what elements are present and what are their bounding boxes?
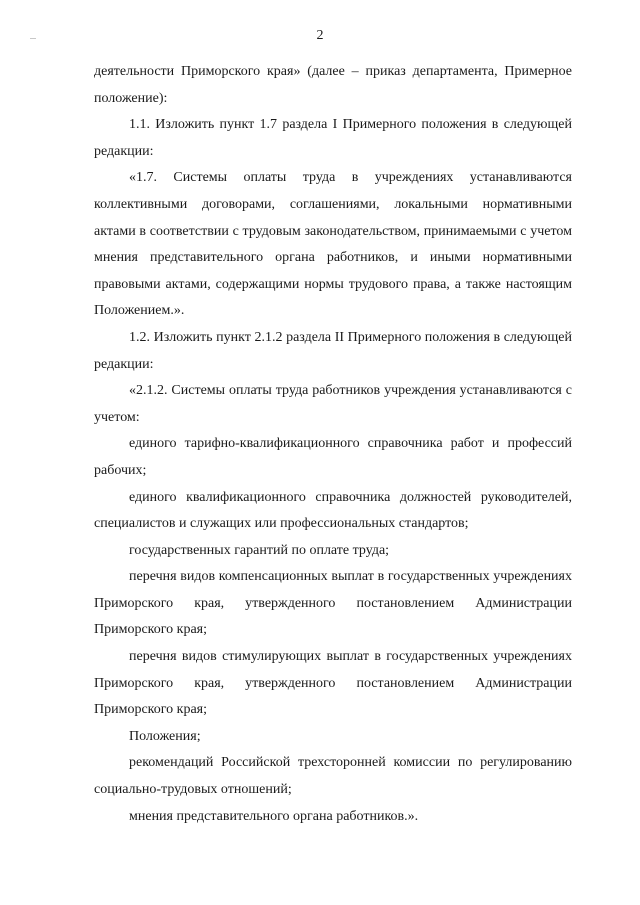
page-number: 2 — [316, 28, 324, 43]
paragraph-item-1-1: 1.1. Изложить пункт 1.7 раздела I Примерного положения в следующей редакции: — [94, 117, 572, 159]
list-item-state-guarantees: государственных гарантий по оплате труда; — [129, 542, 390, 558]
list-item-incentive-payments: перечня видов стимулирующих выплат в государственных учреждениях Приморского края, утвержденного постановлением Администрации Приморского края; — [94, 649, 572, 718]
paragraph-clause-2-1-2: «2.1.2. Системы оплаты труда работников учреждения устанавливаются с учетом: — [94, 383, 572, 425]
paragraph-continuation: деятельности Приморского края» (далее – приказ департамента, Примерное положение): — [94, 64, 572, 106]
list-item-tariff-directory: единого тарифно-квалификационного справочника работ и профессий рабочих; — [94, 436, 572, 478]
document-body — [94, 59, 572, 830]
list-item-commission-recommendations: рекомендаций Российской трехсторонней комиссии по регулированию социально-трудовых отношений; — [94, 755, 572, 798]
list-item-representative-opinion: мнения представительного органа работников.». — [129, 808, 419, 824]
list-item-qualification-directory: единого квалификационного справочника должностей руководителей, специалистов и служащих или профессиональных стандартов; — [94, 489, 572, 532]
list-item-regulations: Положения; — [129, 728, 201, 744]
paragraph-item-1-2: 1.2. Изложить пункт 2.1.2 раздела II Примерного положения в следующей редакции: — [94, 329, 572, 372]
paragraph-clause-1-7: «1.7. Системы оплаты труда в учреждениях устанавливаются коллективными договорами, соглашениями, локальными нормативными актами в соответствии с трудовым законодательством, принимаемыми с учетом мнения представительного органа работников, и иными нормативными правовыми актами, содержащими нормы трудового права, а также настоящим Положением.». — [94, 170, 572, 319]
list-item-compensation-payments: перечня видов компенсационных выплат в государственных учреждениях Приморского края, утвержденного постановлением Администрации Приморского края; — [94, 569, 572, 638]
